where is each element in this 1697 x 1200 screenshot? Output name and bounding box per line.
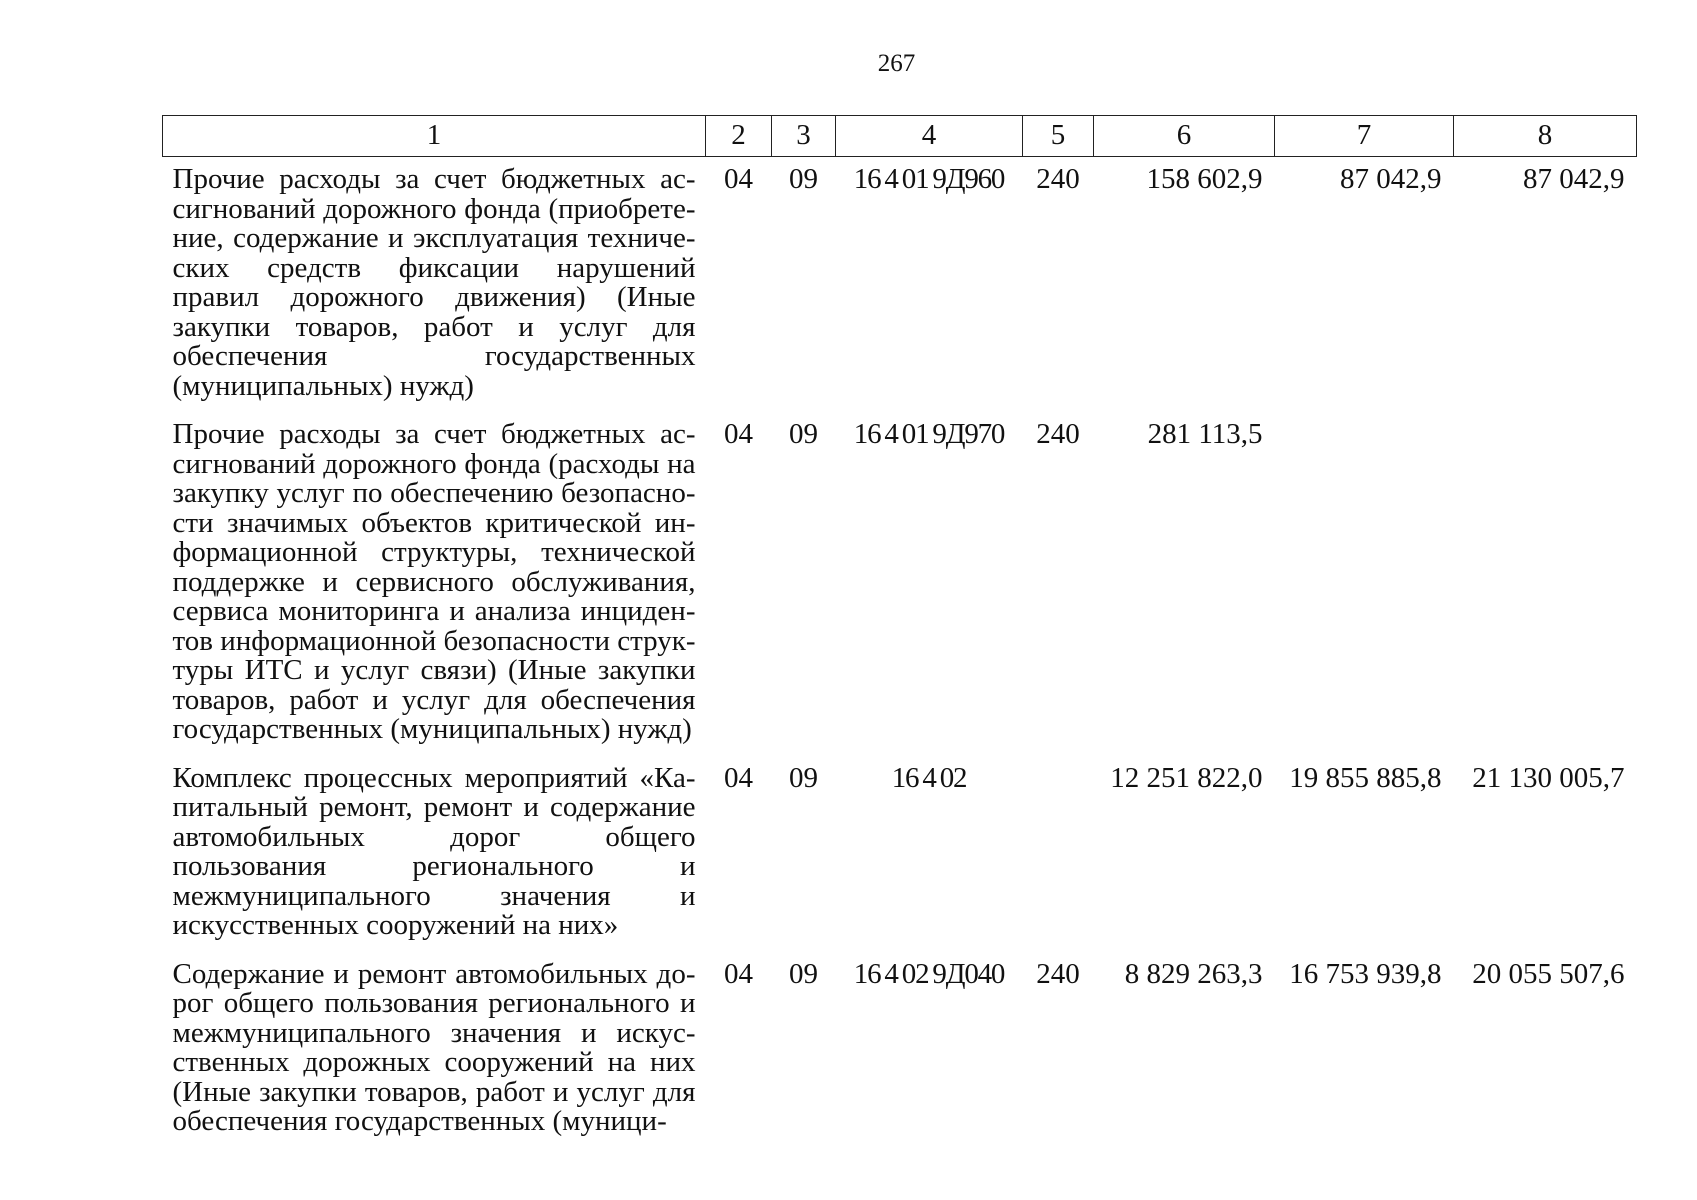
- row-section: 04: [724, 957, 753, 990]
- header-cell-8: 8: [1454, 116, 1637, 157]
- row-amount-col8: 87 042,9: [1523, 163, 1625, 195]
- table-row: [163, 756, 1637, 952]
- row-subsection: 09: [789, 418, 818, 450]
- row-amount-col8: 21 130 005,7: [1472, 761, 1625, 794]
- row-target-article: 16 4 01 9Д970: [853, 418, 1005, 450]
- budget-table: [162, 115, 1637, 1148]
- row-name: Прочие расходы за счет бюджетных ассигнований дорожного фонда (расходы на закупку услуг по обеспечению безопасности значимых объектов критической информационной структуры, технической поддержке и сервисного обслуживания, сервиса мониторинга и анализа инцидентов информационной безопасности структуры ИТС и услуг связи) (Иные закупки товаров, работ и услуг для обеспечения государственных (муниципальных) нужд): [172, 418, 696, 745]
- row-amount-col6: 158 602,9: [1146, 163, 1263, 195]
- table-body: [163, 157, 1637, 1148]
- header-cell-1: 1: [163, 116, 706, 157]
- row-section: 04: [724, 163, 753, 195]
- header-cell-3: 3: [772, 116, 836, 157]
- row-expense-type: 240: [1036, 957, 1080, 990]
- header-cell-2: 2: [706, 116, 772, 157]
- header-cell-7: 7: [1275, 116, 1454, 157]
- row-amount-col6: 12 251 822,0: [1110, 761, 1263, 794]
- header-cell-6: 6: [1094, 116, 1275, 157]
- table-row: [163, 412, 1637, 756]
- row-amount-col6: 8 829 263,3: [1124, 957, 1263, 990]
- header-cell-4: 4: [836, 116, 1023, 157]
- row-amount-col7: [1275, 412, 1454, 756]
- row-amount-col6: 281 113,5: [1147, 418, 1263, 450]
- table-header: [163, 116, 1637, 157]
- row-amount-col7: 19 855 885,8: [1289, 761, 1442, 794]
- row-expense-type: 240: [1036, 418, 1080, 450]
- row-target-article: 16 4 02 9Д040: [853, 957, 1005, 990]
- row-amount-col8: [1454, 412, 1637, 756]
- row-subsection: 09: [789, 957, 818, 990]
- row-subsection: 09: [789, 761, 818, 794]
- row-target-article: 16 4 02: [891, 761, 967, 794]
- row-section: 04: [724, 418, 753, 450]
- row-name: Комплекс процессных мероприятий «Капитальный ремонт, ремонт и содержание автомобильных дорог общего пользования регионального и межмуниципального значения и искусственных сооружений на них»: [172, 761, 696, 941]
- table-row: [163, 952, 1637, 1148]
- row-section: 04: [724, 761, 753, 794]
- row-amount-col7: 87 042,9: [1340, 163, 1442, 195]
- row-subsection: 09: [789, 163, 818, 195]
- page-number: 267: [877, 50, 916, 77]
- header-row: [163, 116, 1637, 157]
- row-expense-type: [1023, 756, 1094, 952]
- row-name: Прочие расходы за счет бюджетных ассигнований дорожного фонда (приобретение, содержание и эксплуатация технических средств фиксации нарушений правил дорожного движения) (Иные закупки товаров, работ и услуг для обеспечения государственных (муниципальных) нужд): [172, 163, 696, 402]
- row-name: Содержание и ремонт автомобильных дорог общего пользования регионального и межмуниципального значения и искусственных дорожных сооружений на них (Иные закупки товаров, работ и услуг для обеспечения государственных (муници-: [172, 957, 696, 1137]
- row-amount-col8: 20 055 507,6: [1472, 957, 1625, 990]
- row-expense-type: 240: [1036, 163, 1080, 195]
- table-row: [163, 157, 1637, 413]
- row-target-article: 16 4 01 9Д960: [853, 163, 1005, 195]
- header-cell-5: 5: [1023, 116, 1094, 157]
- row-amount-col7: 16 753 939,8: [1289, 957, 1442, 990]
